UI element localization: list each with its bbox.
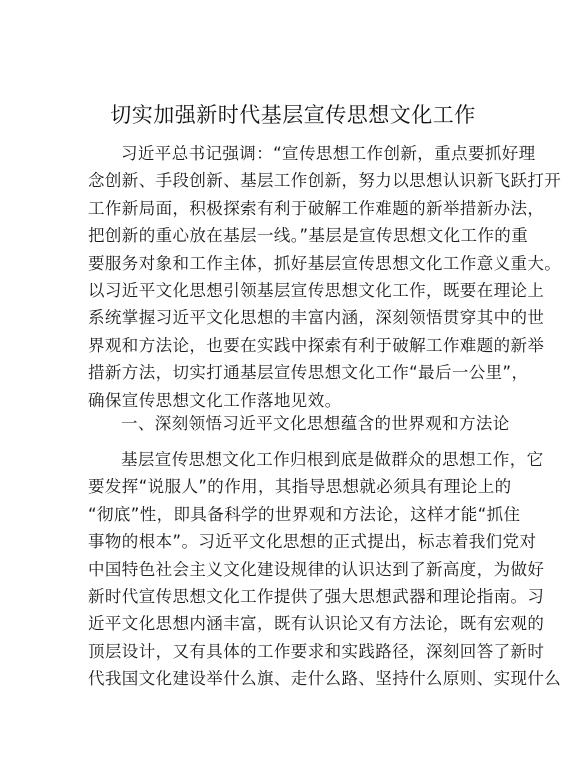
paragraph-line: 新时代宣传思想文化工作提供了强大思想武器和理论指南。习: [88, 586, 545, 606]
paragraph-section1: [88, 446, 562, 693]
paragraph-line: 念创新、手段创新、基层工作创新，努力以思想认识新飞跃打开: [88, 171, 562, 191]
paragraph-line: 习近平总书记强调：“宣传思想工作创新，重点要抓好理: [121, 144, 536, 163]
paragraph-line: 工作新局面，积极探索有利于破解工作难题的新举措新办法，: [88, 198, 545, 218]
paragraph-line: 措新方法，切实打通基层宣传思想文化工作“最后一公里”，: [88, 363, 529, 383]
paragraph-line: 顶层设计，又有具体的工作要求和实践路径，深刻回答了新时: [88, 641, 545, 661]
document-title: 切实加强新时代基层宣传思想文化工作: [110, 103, 476, 127]
section-heading: 一、深刻领悟习近平文化思想蕴含的世界观和方法论: [121, 414, 510, 433]
paragraph-line: 界观和方法论，也要在实践中探索有利于破解工作难题的新举: [88, 335, 545, 355]
paragraph-line: 系统掌握习近平文化思想的丰富内涵，深刻领悟贯穿其中的世: [88, 308, 545, 328]
paragraph-line: 确保宣传思想文化工作落地见效。: [88, 390, 342, 410]
paragraph-line: 要服务对象和工作主体，抓好基层宣传思想文化工作意义重大。: [88, 253, 562, 273]
section-heading-block: [88, 410, 510, 437]
paragraph-line: 把创新的重心放在基层一线。”基层是宣传思想文化工作的重: [88, 226, 529, 246]
paragraph-line: 近平文化思想内涵丰富，既有认识论又有方法论，既有宏观的: [88, 614, 545, 634]
paragraph-line: 事物的根本”。习近平文化思想的正式提出，标志着我们党对: [88, 532, 537, 552]
paragraph-line: 以习近平文化思想引领基层宣传思想文化工作，既要在理论上: [88, 280, 545, 300]
paragraph-line: 要发挥“说服人”的作用，其指导思想就必须具有理论上的: [88, 477, 512, 497]
paragraph-intro: [88, 140, 562, 414]
paragraph-line: “彻底”性，即具备科学的世界观和方法论，这样才能“抓住: [88, 504, 521, 524]
paragraph-line: 中国特色社会主义文化建设规律的认识达到了新高度，为做好: [88, 559, 545, 579]
paragraph-line: 基层宣传思想文化工作归根到底是做群众的思想工作，它: [121, 450, 544, 469]
paragraph-line: 代我国文化建设举什么旗、走什么路、坚持什么原则、实现什么: [88, 669, 562, 689]
